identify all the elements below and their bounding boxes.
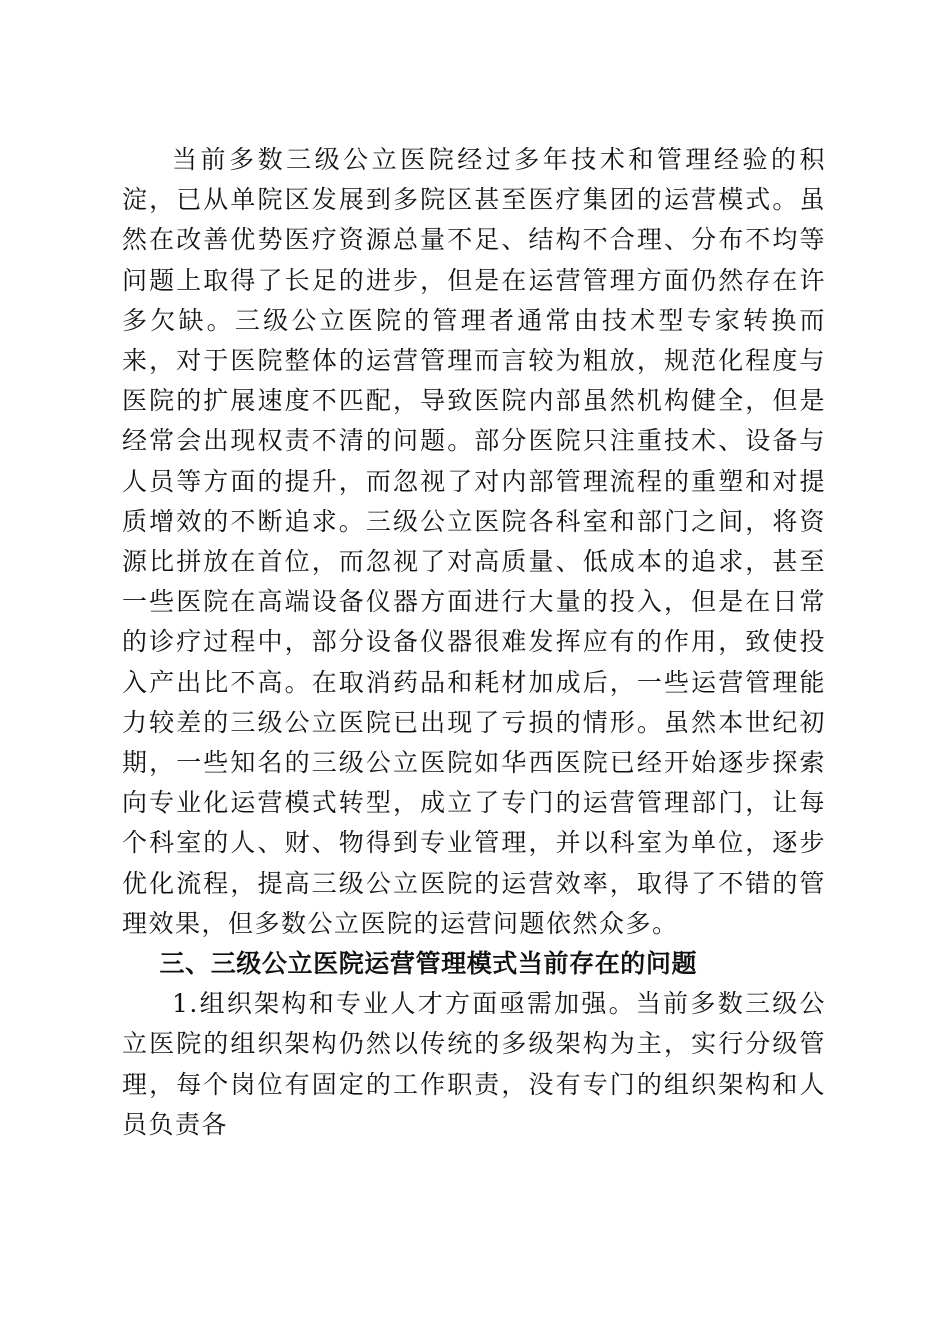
- body-paragraph: 1.组织架构和专业人才方面亟需加强。当前多数三级公立医院的组织架构仍然以传统的多级架构为主，实行分级管理，每个岗位有固定的工作职责，没有专门的组织架构和人员负责各: [122, 989, 826, 1139]
- document-body: [122, 140, 826, 1145]
- body-paragraph: 当前多数三级公立医院经过多年技术和管理经验的积淀，已从单院区发展到多院区甚至医疗集团的运营模式。虽然在改善优势医疗资源总量不足、结构不合理、分布不均等问题上取得了长足的进步，但是在运营管理方面仍然存在许多欠缺。三级公立医院的管理者通常由技术型专家转换而来，对于医院整体的运营管理而言较为粗放，规范化程度与医院的扩展速度不匹配，导致医院内部虽然机构健全，但是经常会出现权责不清的问题。部分医院只注重技术、设备与人员等方面的提升，而忽视了对内部管理流程的重塑和对提质增效的不断追求。三级公立医院各科室和部门之间，将资源比拼放在首位，而忽视了对高质量、低成本的追求，甚至一些医院在高端设备仪器方面进行大量的投入，但是在日常的诊疗过程中，部分设备仪器很难发挥应有的作用，致使投入产出比不高。在取消药品和耗材加成后，一些运营管理能力较差的三级公立医院已出现了亏损的情形。虽然本世纪初期，一些知名的三级公立医院如华西医院已经开始逐步探索向专业化运营模式转型，成立了专门的运营管理部门，让每个科室的人、财、物得到专业管理，并以科室为单位，逐步优化流程，提高三级公立医院的运营效率，取得了不错的管理效果，但多数公立医院的运营问题依然众多。: [122, 145, 826, 938]
- section-heading: 三、三级公立医院运营管理模式当前存在的问题: [159, 949, 698, 979]
